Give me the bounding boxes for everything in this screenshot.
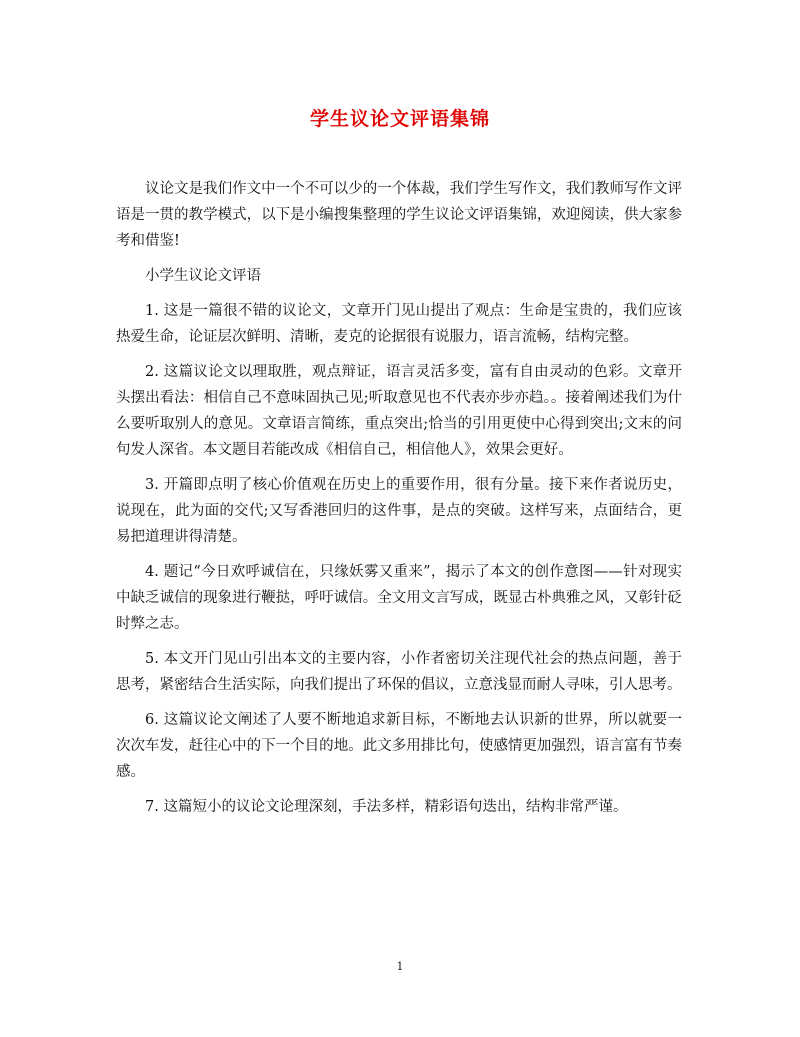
- document-body: [116, 176, 682, 829]
- document-title: 学生议论文评语集锦: [309, 108, 490, 130]
- page-number: 1: [396, 960, 404, 973]
- comment-paragraph-5: 5. 本文开门见山引出本文的主要内容，小作者密切关注现代社会的热点问题，善于思考，紧密结合生活实际，向我们提出了环保的倡议，立意浅显而耐人寻味，引人思考。: [116, 651, 682, 693]
- comment-paragraph-2: 2. 这篇议论文以理取胜，观点辩证，语言灵活多变，富有自由灵动的色彩。文章开头摆出看法：相信自己不意味固执己见;听取意见也不代表亦步亦趋。。接着阐述我们为什么要听取别人的意见。文章语言简练，重点突出;恰当的引用更使中心得到突出;文末的问句发人深省。本文题目若能改成《相信自己，相信他人》，效果会更好。: [116, 364, 682, 458]
- comment-paragraph-6: 6. 这篇议论文阐述了人要不断地追求新目标，不断地去认识新的世界，所以就要一次次车发，赶往心中的下一个目的地。此文多用排比句，使感情更加强烈，语言富有节奏感。: [116, 712, 682, 780]
- comment-paragraph-4: 4. 题记“今日欢呼诚信在，只缘妖雾又重来”，揭示了本文的创作意图——针对现实中缺乏诚信的现象进行鞭挞，呼吁诚信。全文用文言写成，既显古朴典雅之风，又彰针砭时弊之志。: [116, 564, 682, 632]
- section-heading: 小学生议论文评语: [145, 268, 261, 284]
- intro-paragraph: 议论文是我们作文中一个不可以少的一个体裁，我们学生写作文，我们教师写作文评语是一贯的教学模式，以下是小编搜集整理的学生议论文评语集锦，欢迎阅读，供大家参考和借鉴!: [116, 181, 682, 249]
- comment-paragraph-1: 1. 这是一篇很不错的议论文，文章开门见山提出了观点：生命是宝贵的，我们应该热爱生命，论证层次鲜明、清晰，麦克的论据很有说服力，语言流畅，结构完整。: [116, 303, 682, 345]
- comment-paragraph-7: 7. 这篇短小的议论文论理深刻，手法多样，精彩语句迭出，结构非常严谨。: [145, 799, 628, 815]
- comment-paragraph-3: 3. 开篇即点明了核心价值观在历史上的重要作用，很有分量。接下来作者说历史，说现在，此为面的交代;又写香港回归的这件事，是点的突破。这样写来，点面结合，更易把道理讲得清楚。: [116, 477, 682, 545]
